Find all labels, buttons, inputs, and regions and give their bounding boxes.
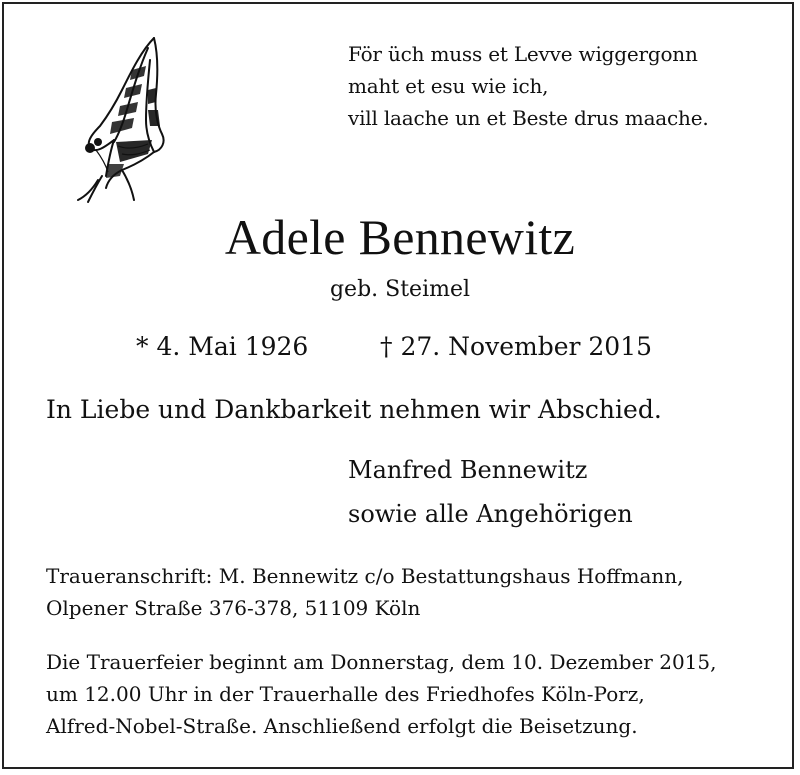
ceremony-info bbox=[46, 646, 716, 742]
mourners bbox=[348, 448, 633, 536]
praying-hands-icon bbox=[62, 30, 172, 205]
poem bbox=[348, 38, 709, 134]
mourner-line: Manfred Bennewitz bbox=[348, 456, 588, 484]
ceremony-line: Alfred-Nobel-Straße. Anschließend erfolgt die Beisetzung. bbox=[46, 714, 638, 738]
ceremony-line: Die Trauerfeier beginnt am Donnerstag, dem 10. Dezember 2015, bbox=[46, 650, 717, 674]
farewell-text: In Liebe und Dankbarkeit nehmen wir Abschied. bbox=[46, 395, 662, 424]
birth-date: * 4. Mai 1926 bbox=[136, 332, 309, 361]
poem-line: För üch muss et Levve wiggergonn bbox=[348, 42, 698, 66]
address-line: Traueranschrift: M. Bennewitz c/o Bestattungshaus Hoffmann, bbox=[46, 564, 684, 588]
mourner-line: sowie alle Angehörigen bbox=[348, 500, 633, 528]
ceremony-line: um 12.00 Uhr in der Trauerhalle des Friedhofes Köln-Porz, bbox=[46, 682, 645, 706]
deceased-name: Adele Bennewitz bbox=[224, 209, 576, 265]
poem-line: maht et esu wie ich, bbox=[348, 74, 549, 98]
death-date: † 27. November 2015 bbox=[380, 332, 653, 361]
maiden-name: geb. Steimel bbox=[329, 277, 471, 302]
address-line: Olpener Straße 376-378, 51109 Köln bbox=[46, 596, 421, 620]
mourning-address bbox=[46, 560, 684, 624]
poem-line: vill laache un et Beste drus maache. bbox=[348, 106, 709, 130]
